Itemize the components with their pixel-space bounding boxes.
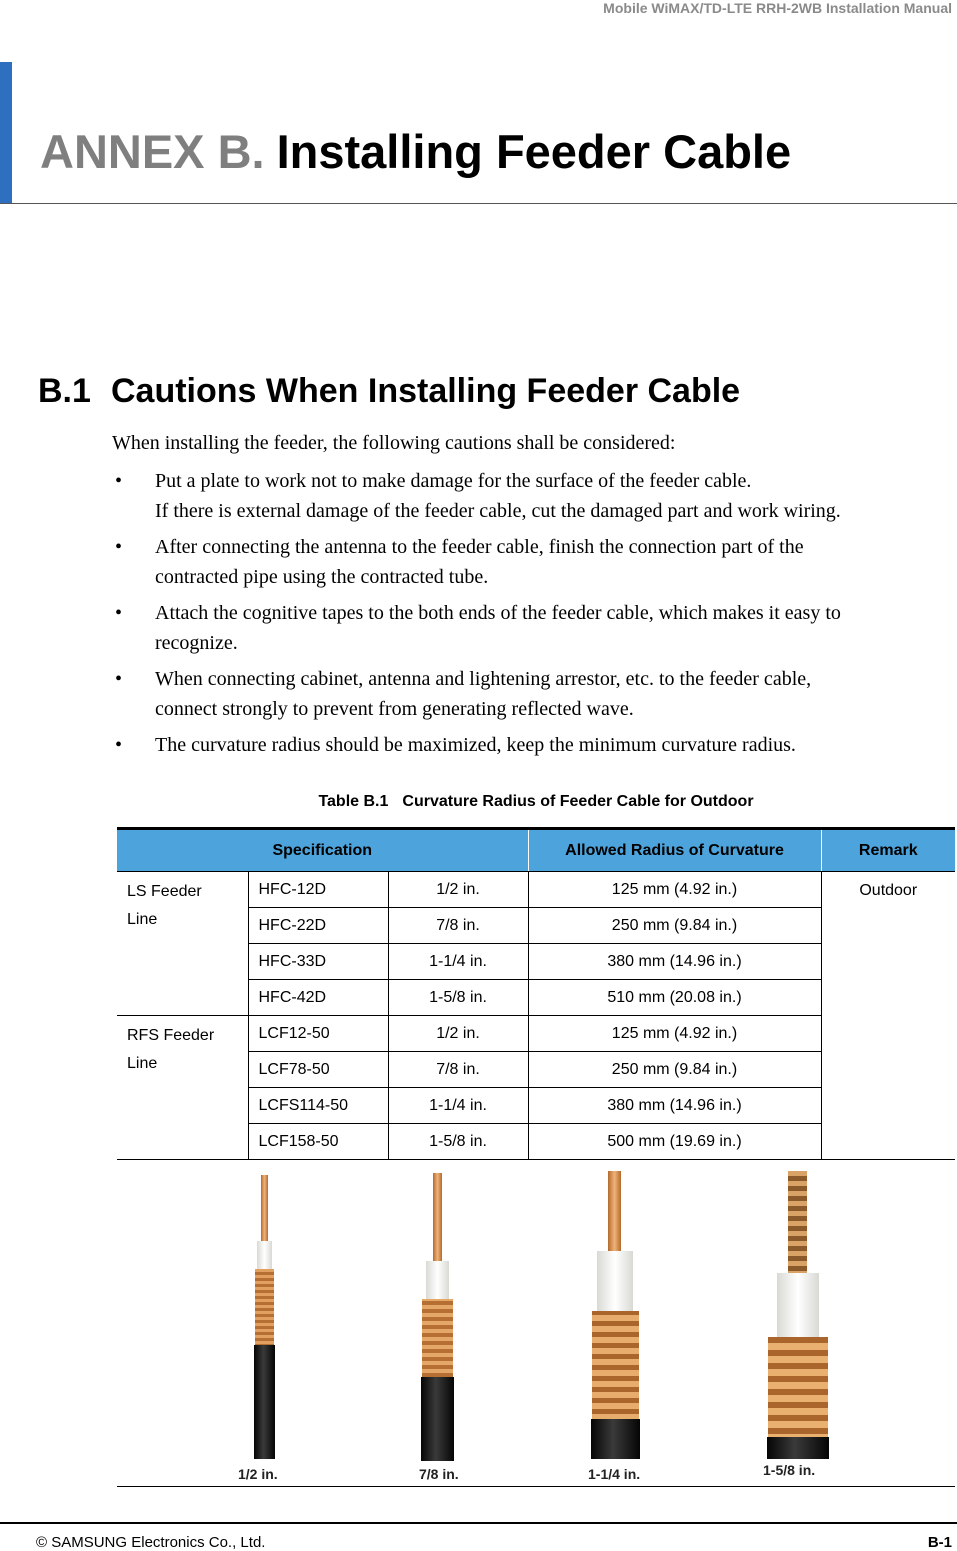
cable-size: 7/8 in.	[388, 1052, 528, 1088]
cable-size: 1-5/8 in.	[388, 1124, 528, 1160]
group-name-line: Line	[127, 911, 158, 928]
remark-cell: Outdoor	[821, 872, 955, 1160]
bullet-dot: •	[115, 536, 123, 558]
section-heading	[38, 374, 740, 408]
table-row	[117, 872, 955, 908]
cable-radius: 125 mm (4.92 in.)	[528, 1016, 821, 1052]
cable-1-5-8-inch	[767, 1171, 829, 1459]
caution-item	[112, 664, 952, 724]
section-title: Cautions When Installing Feeder Cable	[111, 372, 741, 410]
cable-size: 7/8 in.	[388, 908, 528, 944]
header-radius: Allowed Radius of Curvature	[528, 829, 821, 872]
cable-7-8-inch	[421, 1173, 454, 1461]
caution-item	[112, 730, 952, 760]
footer-rule	[0, 1522, 957, 1524]
cable-model: LCF158-50	[248, 1124, 388, 1160]
cable-model: LCF12-50	[248, 1016, 388, 1052]
caution-line: contracted pipe using the contracted tube.	[155, 566, 489, 588]
cable-1-1-4-inch	[591, 1171, 640, 1459]
bullet-dot: •	[115, 470, 123, 492]
footer-page-number: B-1	[927, 1534, 952, 1551]
header-specification: Specification	[117, 829, 528, 872]
caution-line: The curvature radius should be maximized, keep the minimum curvature radius.	[155, 734, 796, 756]
footer-copyright: © SAMSUNG Electronics Co., Ltd.	[36, 1534, 266, 1551]
cable-radius: 125 mm (4.92 in.)	[528, 872, 821, 908]
annex-prefix: ANNEX B.	[40, 125, 265, 178]
cable-label-1-5-8-inch: 1-5/8 in.	[763, 1462, 816, 1478]
cable-half-inch	[254, 1175, 275, 1459]
cable-model: HFC-42D	[248, 980, 388, 1016]
cable-size: 1/2 in.	[388, 872, 528, 908]
curvature-radius-table	[117, 827, 955, 1160]
caution-line: When connecting cabinet, antenna and lightening arrestor, etc. to the feeder cable,	[155, 668, 812, 690]
cable-radius: 380 mm (14.96 in.)	[528, 944, 821, 980]
title-accent-bar	[0, 62, 12, 203]
cable-label-1-1-4-inch: 1-1/4 in.	[588, 1466, 641, 1482]
cable-radius: 250 mm (9.84 in.)	[528, 908, 821, 944]
caution-item	[112, 532, 952, 592]
caution-list	[112, 466, 952, 766]
cable-label-half-inch: 1/2 in.	[238, 1466, 278, 1482]
caution-item	[112, 466, 952, 526]
cable-size: 1-1/4 in.	[388, 1088, 528, 1124]
cable-size: 1/2 in.	[388, 1016, 528, 1052]
table-caption-title: Curvature Radius of Feeder Cable for Outdoor	[402, 793, 754, 810]
caution-line: Put a plate to work not to make damage for the surface of the feeder cable.	[155, 470, 752, 492]
group-name-line: RFS Feeder	[127, 1027, 215, 1044]
cable-radius: 500 mm (19.69 in.)	[528, 1124, 821, 1160]
group-ls-feeder	[117, 872, 248, 1016]
group-rfs-feeder	[117, 1016, 248, 1160]
cable-radius: 250 mm (9.84 in.)	[528, 1052, 821, 1088]
bullet-dot: •	[115, 668, 123, 690]
cable-label-7-8-inch: 7/8 in.	[419, 1466, 459, 1482]
cable-model: HFC-12D	[248, 872, 388, 908]
section-number: B.1	[38, 372, 91, 410]
cable-size: 1-1/4 in.	[388, 944, 528, 980]
bullet-dot: •	[115, 602, 123, 624]
caution-line: recognize.	[155, 632, 238, 654]
cable-model: LCFS114-50	[248, 1088, 388, 1124]
cable-illustration	[117, 1161, 955, 1486]
cable-model: HFC-33D	[248, 944, 388, 980]
cable-size: 1-5/8 in.	[388, 980, 528, 1016]
bullet-dot: •	[115, 734, 123, 756]
caution-line: After connecting the antenna to the feeder cable, finish the connection part of the	[155, 536, 804, 558]
title-rule	[0, 203, 957, 204]
caution-line: Attach the cognitive tapes to the both ends of the feeder cable, which makes it easy to	[155, 602, 841, 624]
table-caption-label: Table B.1	[318, 793, 389, 810]
table-caption	[118, 793, 954, 811]
annex-title	[40, 125, 792, 178]
table-header-row	[117, 829, 955, 872]
header-remark: Remark	[821, 829, 955, 872]
cable-radius: 380 mm (14.96 in.)	[528, 1088, 821, 1124]
cable-model: HFC-22D	[248, 908, 388, 944]
cable-model: LCF78-50	[248, 1052, 388, 1088]
running-header: Mobile WiMAX/TD-LTE RRH-2WB Installation Manual	[603, 0, 952, 16]
annex-main-title: Installing Feeder Cable	[276, 125, 792, 178]
caution-line: connect strongly to prevent from generating reflected wave.	[155, 698, 634, 720]
cable-radius: 510 mm (20.08 in.)	[528, 980, 821, 1016]
group-name-line: Line	[127, 1055, 158, 1072]
feeder-cable-photo	[117, 1161, 955, 1487]
caution-item	[112, 598, 952, 658]
caution-line: If there is external damage of the feeder cable, cut the damaged part and work wiring.	[155, 500, 841, 522]
group-name-line: LS Feeder	[127, 883, 202, 900]
intro-paragraph: When installing the feeder, the following cautions shall be considered:	[112, 432, 676, 454]
